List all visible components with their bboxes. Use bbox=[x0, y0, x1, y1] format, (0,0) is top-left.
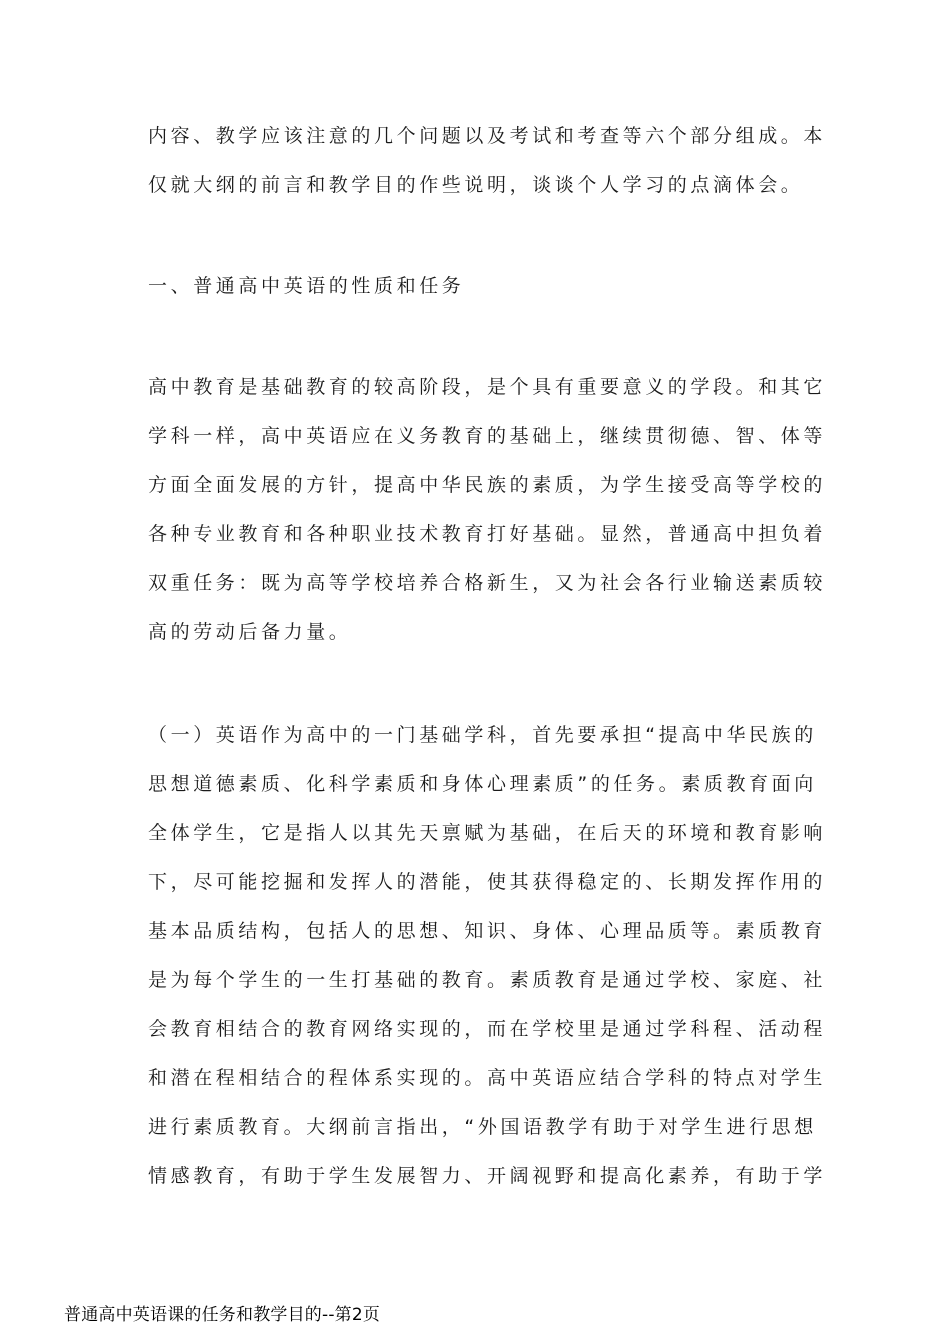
text-line: 和潜在程相结合的程体系实现的。高中英语应结合学科的特点对学生 bbox=[148, 1067, 827, 1089]
text-line: 进行素质教育。大纲前言指出，“外国语教学有助于对学生进行思想 bbox=[148, 1116, 817, 1138]
body-paragraph-2 bbox=[148, 711, 827, 1201]
text-line: 方面全面发展的方针，提高中华民族的素质，为学生接受高等学校的 bbox=[148, 474, 827, 496]
section-heading-text: 一、普通高中英语的性质和任务 bbox=[148, 275, 465, 297]
text-line: 学科一样，高中英语应在义务教育的基础上，继续贯彻德、智、体等 bbox=[148, 425, 827, 447]
text-line: 基本品质结构，包括人的思想、知识、身体、心理品质等。素质教育 bbox=[148, 920, 827, 942]
text-line: 全体学生，它是指人以其先天禀赋为基础，在后天的环境和教育影响 bbox=[148, 822, 827, 844]
intro-paragraph bbox=[148, 112, 827, 210]
text-line: 情感教育，有助于学生发展智力、开阔视野和提高化素养，有助于学 bbox=[148, 1165, 827, 1187]
text-line: 仅就大纲的前言和教学目的作些说明，谈谈个人学习的点滴体会。 bbox=[148, 174, 804, 196]
page-footer: 普通高中英语课的任务和教学目的--第2页 bbox=[64, 1305, 381, 1325]
text-line: 是为每个学生的一生打基础的教育。素质教育是通过学校、家庭、社 bbox=[148, 969, 827, 991]
body-paragraph-1 bbox=[148, 363, 827, 657]
text-line: 思想道德素质、化科学素质和身体心理素质”的任务。素质教育面向 bbox=[148, 773, 817, 795]
text-line: 会教育相结合的教育网络实现的，而在学校里是通过学科程、活动程 bbox=[148, 1018, 827, 1040]
text-line: （一）英语作为高中的一门基础学科，首先要承担“提高中华民族的 bbox=[148, 724, 817, 746]
text-line: 下，尽可能挖掘和发挥人的潜能，使其获得稳定的、长期发挥作用的 bbox=[148, 871, 827, 893]
text-line: 高中教育是基础教育的较高阶段，是个具有重要意义的学段。和其它 bbox=[148, 376, 827, 398]
text-line: 各种专业教育和各种职业技术教育打好基础。显然，普通高中担负着 bbox=[148, 523, 827, 545]
section-heading bbox=[148, 262, 808, 311]
text-line: 高的劳动后备力量。 bbox=[148, 621, 352, 643]
text-line: 内容、教学应该注意的几个问题以及考试和考查等六个部分组成。本 bbox=[148, 125, 827, 147]
text-line: 双重任务：既为高等学校培养合格新生，又为社会各行业输送素质较 bbox=[148, 572, 827, 594]
